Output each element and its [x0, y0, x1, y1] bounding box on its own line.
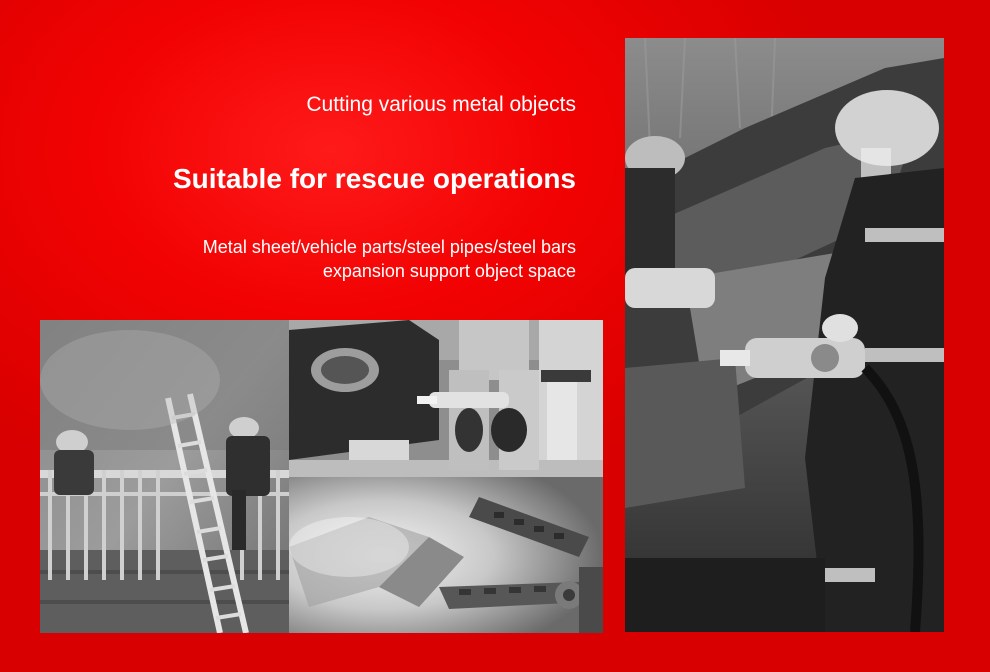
description-line-2: expansion support object space	[322, 261, 576, 281]
description-line-1: Metal sheet/vehicle parts/steel pipes/steel bars	[202, 237, 576, 257]
vehicle-extraction-photo	[625, 38, 944, 632]
tool-car-rescue-photo	[289, 320, 603, 477]
title-text: Suitable for rescue operations	[173, 163, 576, 194]
ladder-rescue-photo	[40, 320, 289, 633]
subtitle-text: Cutting various metal objects	[306, 93, 576, 116]
hydraulic-cutter-photo	[289, 477, 603, 633]
